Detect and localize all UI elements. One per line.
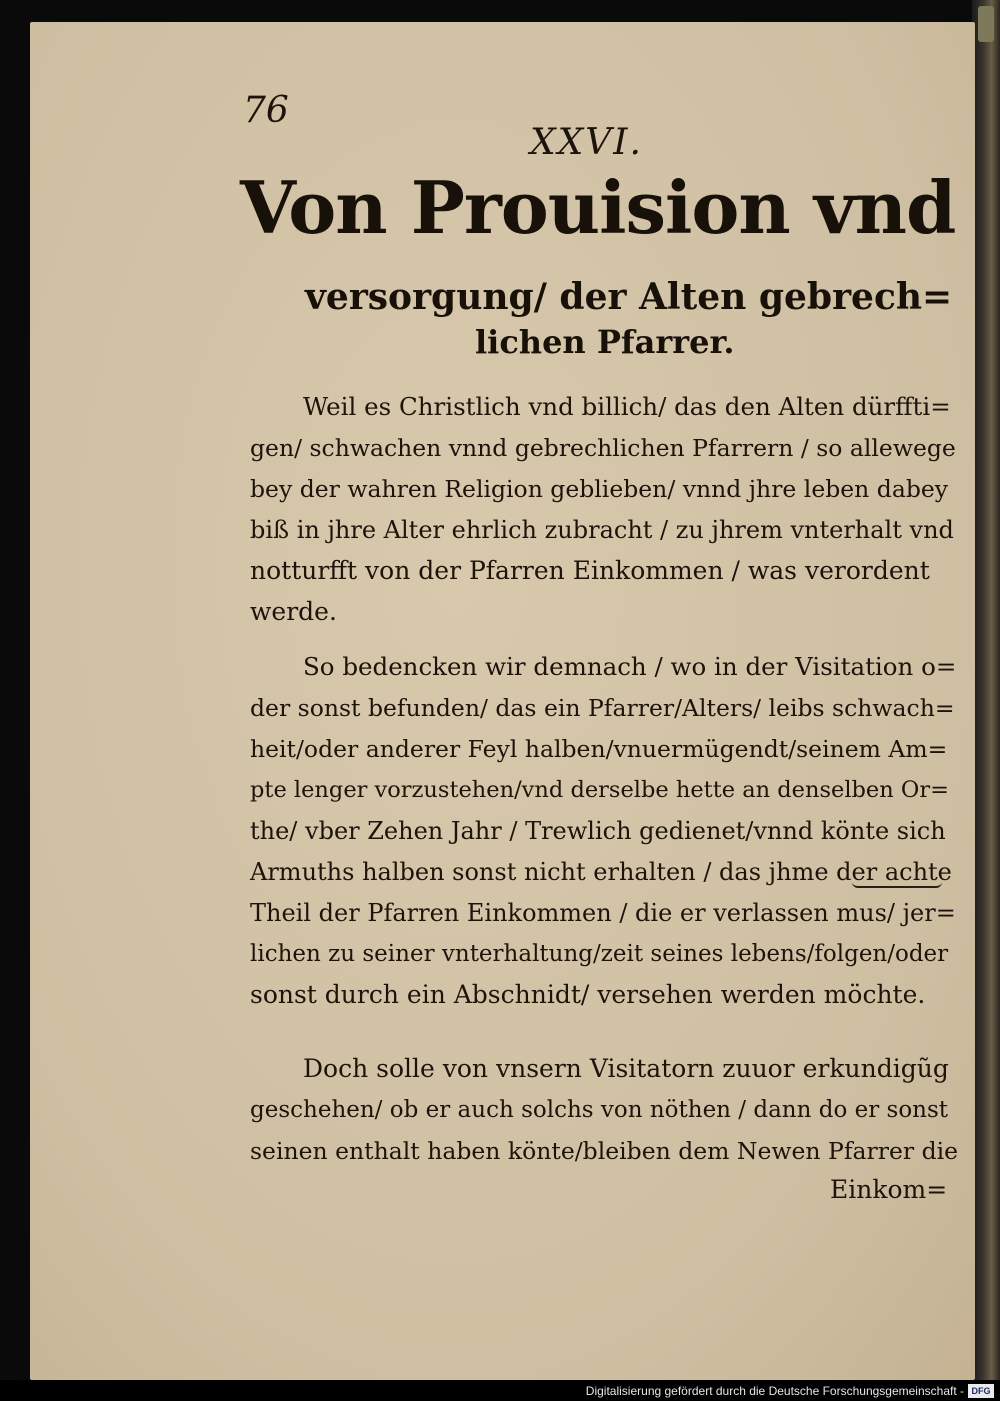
title-line-1: Von Prouision vnd: [240, 165, 956, 250]
paragraph-2-line: Armuths halben sonst nicht erhalten / das jhme der achte: [250, 858, 952, 886]
paragraph-2-line: the/ vber Zehen Jahr / Trewlich gedienet/vnnd könte sich: [250, 817, 946, 845]
title-line-3: lichen Pfarrer.: [475, 323, 735, 361]
paragraph-2-line: der sonst befunden/ das ein Pfarrer/Alters/ leibs schwach=: [250, 694, 955, 722]
catchword: Einkom=: [830, 1175, 948, 1204]
title-line-2: versorgung/ der Alten gebrech=: [305, 276, 953, 318]
paragraph-1-line: werde.: [250, 597, 337, 626]
dfg-logo-icon: DFG: [968, 1384, 994, 1398]
section-number: XXVI.: [530, 122, 643, 163]
paragraph-2-line: So bedencken wir demnach / wo in der Visitation o=: [303, 652, 957, 681]
spine-tab: [978, 6, 994, 42]
book-spine: [972, 0, 1000, 1380]
footer-bar: [0, 1380, 1000, 1401]
paragraph-3-line: Doch solle von vnsern Visitatorn zuuor erkundigũg: [303, 1054, 949, 1083]
paragraph-1-line: notturfft von der Pfarren Einkommen / was verordent: [250, 556, 930, 585]
paragraph-2-line: heit/oder anderer Feyl halben/vnuermügendt/seinem Am=: [250, 735, 948, 763]
footer-credit: Digitalisierung gefördert durch die Deutsche Forschungsgemeinschaft -: [585, 1384, 964, 1398]
paragraph-1-line: bey der wahren Religion geblieben/ vnnd jhre leben dabey: [250, 475, 949, 503]
page-number: 76: [243, 90, 289, 131]
paragraph-2-line: lichen zu seiner vnterhaltung/zeit seines lebens/folgen/oder: [250, 941, 949, 967]
paragraph-2-line: pte lenger vorzustehen/vnd derselbe hette an denselben Or=: [250, 777, 949, 803]
paragraph-2-line: Theil der Pfarren Einkommen / die er verlassen mus/ jer=: [250, 899, 956, 927]
paragraph-3-line: geschehen/ ob er auch solchs von nöthen / dann do er sonst: [250, 1097, 949, 1123]
paragraph-1-line: gen/ schwachen vnnd gebrechlichen Pfarrern / so allewege: [250, 434, 956, 462]
paragraph-1-line: biß in jhre Alter ehrlich zubracht / zu jhrem vnterhalt vnd: [250, 516, 954, 544]
handwritten-underline: [852, 882, 942, 888]
paragraph-2-line: sonst durch ein Abschnidt/ versehen werden möchte.: [250, 980, 926, 1009]
paragraph-3-line: seinen enthalt haben könte/bleiben dem Newen Pfarrer die: [250, 1137, 959, 1165]
paragraph-1-line: Weil es Christlich vnd billich/ das den Alten dürffti=: [303, 392, 951, 421]
